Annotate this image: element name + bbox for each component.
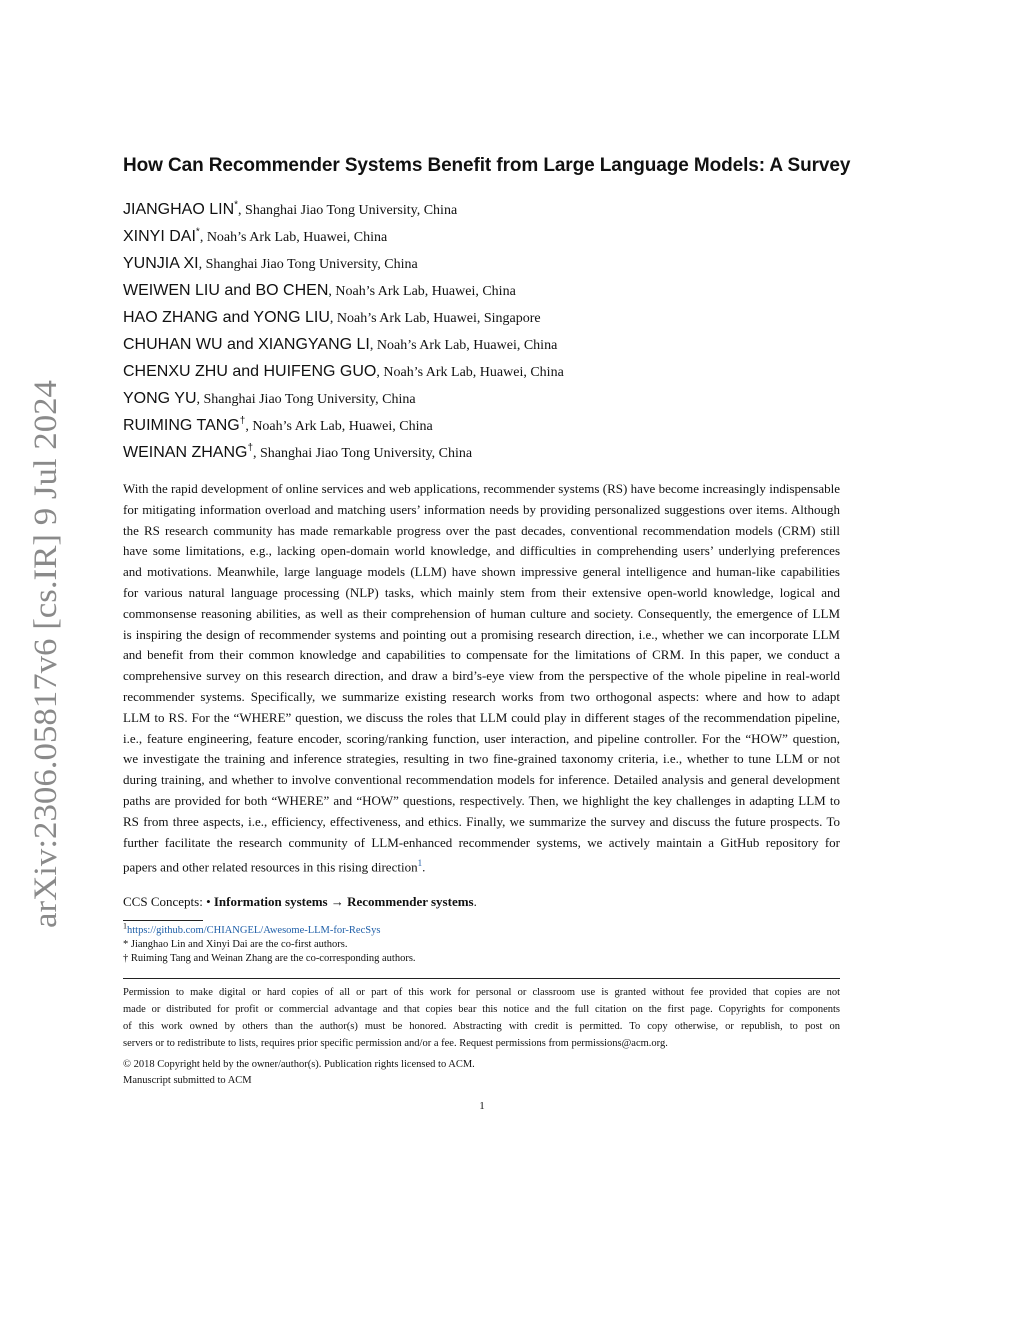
abstract-line-text: papers and other related resources in this rising direction [123,859,418,875]
abstract-line [123,749,840,770]
abstract-line-text: further facilitate the research community of LLM-enhanced recommender systems, we actively maintain a GitHub repository for [123,834,840,850]
author-comma: , [376,365,384,380]
author-comma: , [238,203,246,218]
ccs-concepts [123,892,840,912]
abstract-line [123,833,840,854]
abstract-line [123,687,840,708]
abstract-line [123,479,840,500]
author-name: CHENXU ZHU and HUIFENG GUO [123,363,377,380]
author-mark: * [234,199,239,211]
author-line [123,358,840,385]
author-affiliation: Noah’s Ark Lab, Huawei, China [206,230,388,245]
permission-line: of this work owned by others than the author(s) must be honored. Abstracting with credit is permitted. To copy otherwise, or republish, to post on [123,1021,840,1033]
arxiv-id-text: arXiv:2306.05817v6 [cs.IR] 9 Jul 2024 [28,409,64,928]
author-affiliation: Shanghai Jiao Tong University, China [203,392,416,407]
author-line [123,439,840,466]
arxiv-stamp-svg [0,0,120,1325]
abstract-line-text: the RS research community has made remarkable progress over the past decades, conventional recommendation models (CRM) still [123,522,840,538]
abstract-line [123,521,840,542]
author-line [123,385,840,412]
author-line [123,277,840,304]
author-name: YUNJIA XI [123,255,199,272]
author-affiliation: Noah’s Ark Lab, Huawei, China [383,365,564,380]
permission-rule [123,978,840,979]
author-comma: , [253,446,261,461]
abstract-line-text: for mitigating information overload and matching users’ information needs by providing personalized suggestions over items. Although [123,501,840,517]
author-comma: , [328,284,336,299]
abstract-line-text: paths are provided for both “WHERE” and “HOW” questions, respectively. Then, we highlight the key challenges in adapting LLM to [123,792,840,808]
ccs-suffix: . [473,894,477,910]
author-comma: , [198,257,206,272]
abstract-line-text: comprehensive survey on this research direction, and draw a bird’s-eye view from the perspective of the whole pipeline in real-world [123,668,840,684]
author-mark: † [247,442,254,454]
author-name: CHUHAN WU and XIANGYANG LI [123,336,370,353]
author-line [123,304,840,331]
permission-line: servers or to redistribute to lists, requires prior specific permission and/or a fee. Request permissions from permissions@acm.org. [123,1037,668,1049]
copyright-notice: © 2018 Copyright held by the owner/author(s). Publication rights licensed to ACM. [123,1058,475,1070]
author-name: HAO ZHANG and YONG LIU [123,309,330,326]
abstract-line [123,541,840,562]
author-comma: , [199,230,207,245]
footnotes [123,921,840,966]
author-comma: , [369,338,377,353]
footnote-1-mark: 1 [123,921,127,931]
abstract-line [123,625,840,646]
ccs-arrow: → [327,894,348,910]
abstract-line [123,729,840,750]
author-mark: * [195,226,200,238]
footnote-co-first: * Jianghao Lin and Xinyi Dai are the co-first authors. [123,939,348,951]
abstract-line-text: recommender systems. Specifically, we summarize existing research works from two orthogonal aspects: where and how to adapt [123,688,840,704]
author-affiliation: Noah’s Ark Lab, Huawei, China [376,338,558,353]
permission-line: made or distributed for profit or commercial advantage and that copies bear this notice and the full citation on the first page. Copyrights for components [123,1004,840,1016]
abstract-line [123,562,840,583]
abstract-line [123,770,840,791]
author-affiliation: Noah’s Ark Lab, Huawei, China [252,419,433,434]
abstract-line-text: With the rapid development of online services and web applications, recommender systems (RS) have become increasingly indispensable [123,481,840,496]
author-comma: , [196,392,204,407]
author-comma: , [245,419,253,434]
abstract-line [123,583,840,604]
permission-line: Permission to make digital or hard copies of all or part of this work for personal or classroom use is granted without fee provided that copies are not [123,987,840,999]
author-name: RUIMING TANG [123,417,240,434]
author-mark: † [239,415,246,427]
author-line [123,223,840,250]
author-name: WEIWEN LIU and BO CHEN [123,282,329,299]
abstract-line-text: commonsense reasoning abilities, as well as their comprehension of human culture and society. Consequently, the emergence of LLM [123,605,840,621]
author-affiliation: Shanghai Jiao Tong University, China [245,203,458,218]
paper-title: How Can Recommender Systems Benefit from Large Language Models: A Survey [123,155,851,176]
abstract-line [123,645,840,666]
abstract-line-text: and benefit from their common knowledge and capabilities to compensate for the limitations of CRM. In this paper, we conduct a [123,647,840,663]
abstract-line-text: LLM to RS. For the “WHERE” question, we discuss the roles that LLM could play in different stages of the recommendation pipeline, [123,709,840,725]
github-repo-link[interactable]: https://github.com/CHIANGEL/Awesome-LLM-for-RecSys [127,925,381,937]
abstract-line-text: we investigate the training and inference strategies, resulting in two fine-grained taxonomy criteria, i.e., whether to tune LLM or not [123,751,840,767]
manuscript-notice: Manuscript submitted to ACM [123,1075,252,1087]
abstract-end-period: . [422,859,426,875]
author-line [123,250,840,277]
author-affiliation: Noah’s Ark Lab, Huawei, China [335,284,516,299]
abstract-line [123,708,840,729]
abstract [123,479,840,878]
abstract-line-text: for various natural language processing (NLP) tasks, which mainly stem from their extensive open-world knowledge, logical and [123,584,840,600]
abstract-line [123,791,840,812]
author-name: WEINAN ZHANG [123,444,248,461]
abstract-line-text: during training, and whether to involve conventional recommendation models for inference. Detailed analysis and general development [123,772,840,788]
arxiv-stamp [0,0,120,1325]
abstract-line [123,812,840,833]
paper-content [123,152,851,1090]
author-affiliation: Shanghai Jiao Tong University, China [205,257,418,272]
abstract-line [123,666,840,687]
abstract-line-text: is inspiring the design of recommender systems and pointing out a promising research direction, i.e., whether we can incorporate LLM [123,626,840,642]
author-line [123,196,840,223]
abstract-line-text: have some limitations, e.g., lacking open-domain world knowledge, and difficulties in comprehending users’ underlying preferences [123,543,840,559]
abstract-line-text: i.e., feature engineering, feature encoder, scoring/ranking function, user interaction, and pipeline controller. For the “HOW” question, [123,730,840,746]
abstract-line [123,853,840,878]
abstract-footnote-mark: 1 [417,858,423,869]
footnote-rule [123,920,203,921]
author-affiliation: Shanghai Jiao Tong University, China [260,446,473,461]
permission-notice [123,985,840,1052]
abstract-line [123,500,840,521]
author-name: YONG YU [123,390,197,407]
footnote-1 [123,921,840,938]
ccs-prefix: CCS Concepts: • [123,894,214,910]
author-list [123,196,840,466]
page-number: 1 [479,1100,485,1112]
ccs-concept-recommender-systems: Recommender systems [347,894,474,910]
author-line [123,412,840,439]
author-line [123,331,840,358]
author-name: XINYI DAI [123,228,196,245]
abstract-line [123,604,840,625]
abstract-line-text: RS from three aspects, i.e., efficiency, effectiveness, and ethics. Finally, we summarize the survey and discuss the future prospects. To [123,813,840,829]
ccs-concept-information-systems: Information systems [213,894,328,910]
author-affiliation: Noah’s Ark Lab, Huawei, Singapore [336,311,541,326]
author-comma: , [329,311,337,326]
author-name: JIANGHAO LIN [123,201,235,218]
footnote-co-corresponding: † Ruiming Tang and Weinan Zhang are the co-corresponding authors. [123,953,416,965]
abstract-line-text: and motivations. Meanwhile, large language models (LLM) have shown impressive general intelligence and human-like capabilities [123,564,840,580]
